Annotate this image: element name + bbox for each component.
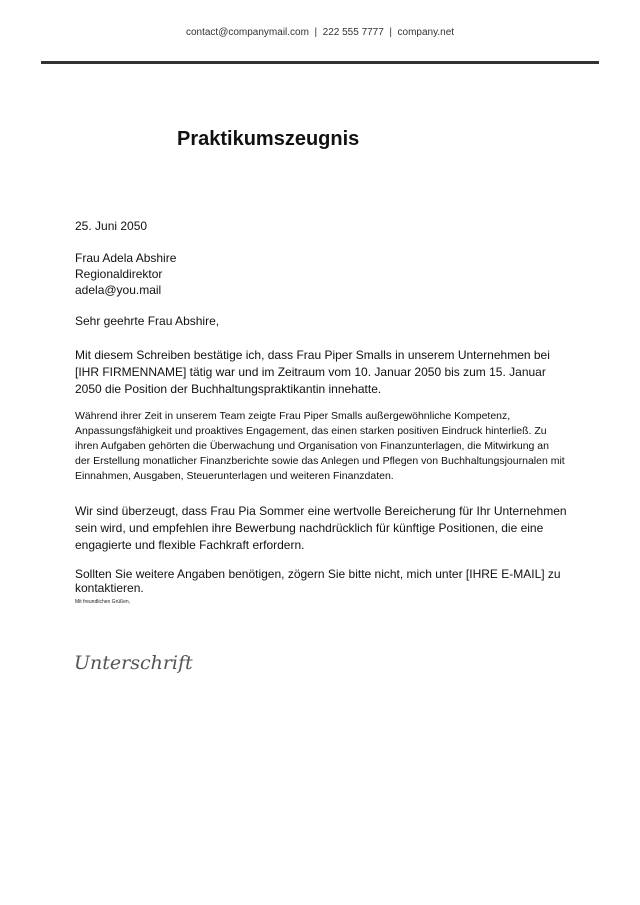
- recipient-position: Regionaldirektor: [75, 267, 163, 281]
- recipient-name: Frau Adela Abshire: [75, 251, 177, 265]
- page-title: Praktikumszeugnis: [177, 128, 360, 150]
- body-paragraph-1: Mit diesem Schreiben bestätige ich, dass Frau Piper Smalls in unserem Unternehmen bei [IHR FIRMENNAME] tätig war und im Zeitraum vom 10. Januar 2050 bis zum 15. Januar 2050 die Position der Buchhaltungspraktikantin innehatte.: [75, 348, 550, 396]
- recipient-block: [75, 250, 176, 298]
- recipient-email: adela@you.mail: [75, 283, 162, 297]
- body-paragraph-4: Sollten Sie weitere Angaben benötigen, zögern Sie bitte nicht, mich unter [IHRE E-MAIL] zu kontaktieren.: [75, 567, 561, 595]
- salutation: Sehr geehrte Frau Abshire,: [75, 314, 220, 328]
- header-divider: [41, 61, 599, 64]
- letter-date: 25. Juni 2050: [75, 219, 148, 233]
- body-paragraph-2: Während ihrer Zeit in unserem Team zeigte Frau Piper Smalls außergewöhnliche Kompetenz, Anpassungsfähigkeit und proaktives Engagement, das einen starken positiven Eindruck hinterließ. Zu ihren Aufgaben gehörten die Überwachung und Organisation von Finanzunterlagen, die Mitwirkung an der Erstellung monatlicher Finanzberichte sowie das Anlegen und Pflegen von Buchhaltungsjournalen mit Einnahmen, Ausgaben, Steuerunterlagen und weiteren Finanzdaten.: [75, 410, 565, 482]
- body-paragraph-3: Wir sind überzeugt, dass Frau Pia Sommer eine wertvolle Bereicherung für Ihr Unternehmen sein wird, und empfehlen ihre Bewerbung nachdrücklich für künftige Positionen, die eine engagierte und flexible Fachkraft erfordern.: [75, 504, 567, 552]
- signature: Unterschrift: [74, 652, 193, 674]
- header-contact-line: contact@companymail.com | 222 555 7777 | company.net: [185, 27, 455, 38]
- closing-line: Mit freundlichen Grüßen,: [75, 599, 131, 605]
